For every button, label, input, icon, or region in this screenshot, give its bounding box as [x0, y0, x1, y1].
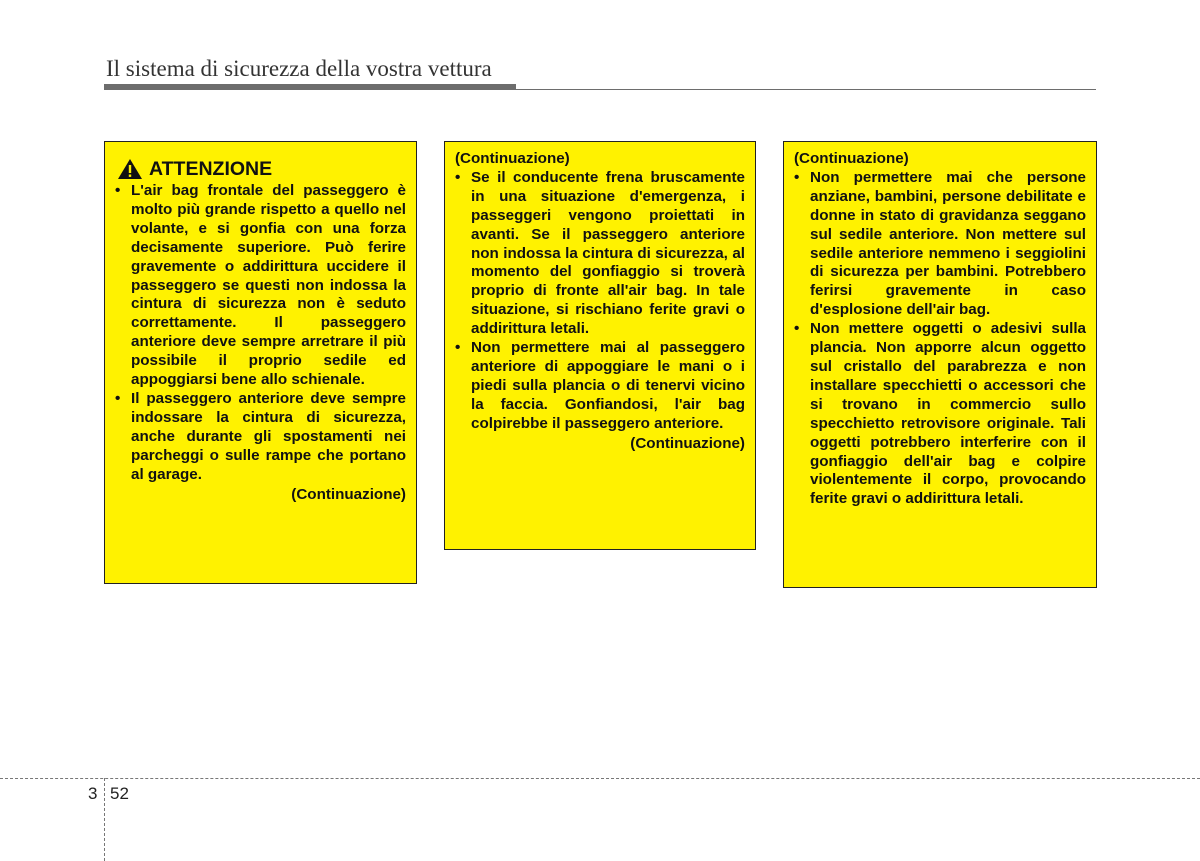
list-item: • Se il conducente frena bruscamente in una situazione d'emergenza, i passeggeri vengono proiettati in avanti. Se il passeggero anteriore non indossa la cintura di sicurezza, al momento del gonfiaggio si troverà proprio di fronte all'air bag. In tale situazione, si rischiano ferite gravi o addirittura letali.	[455, 169, 745, 339]
continued-label: (Continuazione)	[291, 485, 406, 503]
warning-list	[115, 182, 406, 485]
footer-vertical-divider	[104, 778, 105, 861]
chapter-number: 3	[88, 784, 98, 803]
warning-box-attenzione	[104, 141, 417, 584]
list-item: • Non mettere oggetti o adesivi sulla plancia. Non apporre alcun oggetto sul cristallo del parabrezza e non installare specchietti o accessori che si trovano in commercio sullo specchietto retrovisore originale. Tali oggetti potrebbero interferire con il gonfiaggio dell'air bag e colpire violentemente il corpo, provocando ferite gravi o addirittura letali.	[794, 320, 1086, 509]
footer-divider	[0, 778, 1200, 779]
warning-box-continued-2	[444, 141, 756, 550]
page-number: 52	[110, 784, 129, 803]
continued-label: (Continuazione)	[630, 434, 745, 452]
warning-title: ATTENZIONE	[149, 157, 273, 180]
list-item: • L'air bag frontale del passeggero è molto più grande rispetto a quello nel volante, e si gonfia con una forza decisamente superiore. Può ferire gravemente o addirittura uccidere il passeggero se questi non indossa la cintura di sicurezza non è seduto correttamente. Il passeggero anteriore deve sempre arretrare il più possibile il proprio sedile ed appoggiarsi bene allo schienale.	[115, 182, 406, 390]
header-rule-thick	[104, 84, 516, 90]
warning-list	[455, 169, 745, 434]
list-item: • Non permettere mai che persone anziane, bambini, persone debilitate e donne in stato di gravidanza seggano sul sedile anteriore. Non mettere sul sedile anteriore nemmeno i seggiolini di sicurezza per bambini. Potrebbero ferirsi gravemente in caso d'esplosione dell'air bag.	[794, 169, 1086, 320]
warning-triangle-icon	[117, 158, 143, 180]
warning-box-continued-3	[783, 141, 1097, 588]
continued-top-label: (Continuazione)	[455, 150, 570, 167]
list-item: • Il passeggero anteriore deve sempre indossare la cintura di sicurezza, anche durante gli spostamenti nei parcheggi o sulle rampe che portano al garage.	[115, 390, 406, 485]
list-item: • Non permettere mai al passeggero anteriore di appoggiare le mani o i piedi sulla plancia o di tenervi vicino la faccia. Gonfiandosi, l'air bag colpirebbe il passeggero anteriore.	[455, 339, 745, 434]
continued-top-label: (Continuazione)	[794, 150, 909, 167]
page-header-title: Il sistema di sicurezza della vostra vettura	[106, 56, 492, 81]
warning-list	[794, 169, 1086, 509]
header-rule-thin	[516, 89, 1096, 90]
warning-header	[117, 158, 406, 180]
